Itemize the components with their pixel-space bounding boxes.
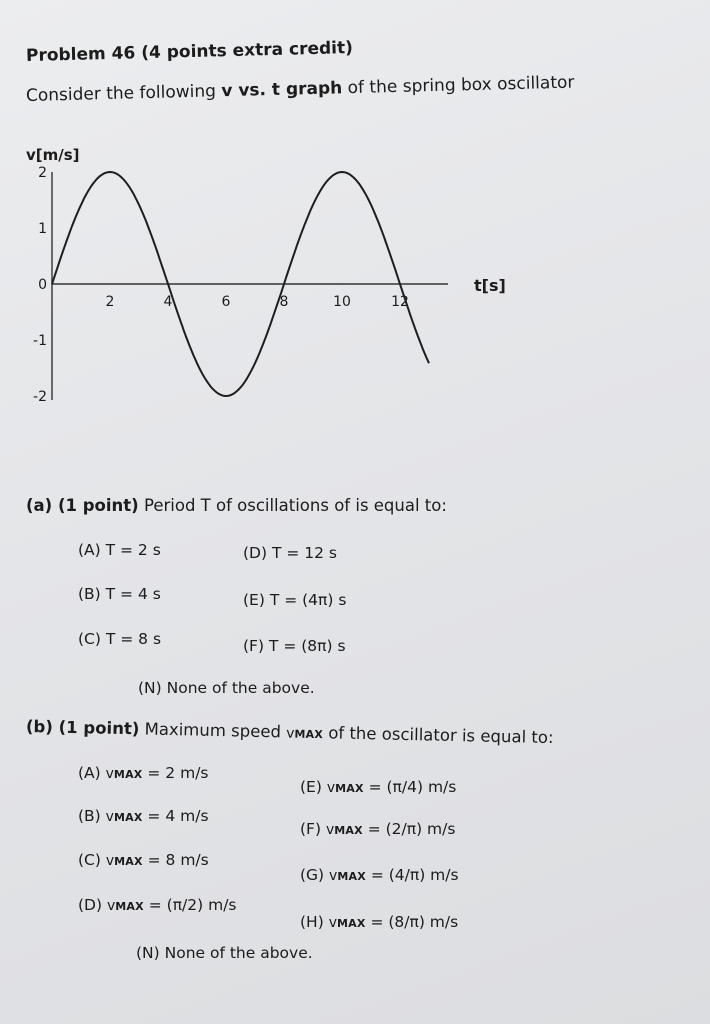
option-a-N[interactable]: (N) None of the above. (138, 679, 315, 697)
vmax-symbol: v (326, 780, 336, 796)
option-b-N[interactable]: (N) None of the above. (136, 944, 313, 962)
y-tick-label: 0 (38, 277, 47, 293)
x-tick-label: 6 (221, 294, 231, 310)
part-b-text-after: of the oscillator is equal to: (322, 723, 554, 748)
problem-intro (26, 73, 575, 106)
option-value: = (4/π) m/s (365, 866, 459, 884)
intro-suffix: of the spring box oscillator (341, 72, 575, 99)
vmax-subscript: MAX (335, 782, 364, 795)
part-b-question (26, 717, 554, 747)
part-a-label: (a) (1 point) (26, 496, 139, 515)
part-b-label: (b) (1 point) (25, 717, 140, 739)
option-value: = (π/2) m/s (143, 896, 237, 914)
y-tick-label: 1 (38, 221, 47, 237)
vmax-subscript: MAX (337, 870, 366, 883)
option-a-E[interactable]: (E) T = (4π) s (243, 591, 347, 609)
vmax-subscript: MAX (115, 900, 144, 913)
option-b-C[interactable] (78, 851, 209, 869)
x-tick-label: 12 (391, 294, 409, 310)
option-value: = 4 m/s (142, 807, 209, 825)
problem-title: Problem 46 (4 points extra credit) (25, 38, 354, 66)
option-prefix: (B) (78, 807, 106, 825)
vmax-symbol: v (106, 898, 116, 914)
vmax-symbol: v (325, 822, 335, 838)
option-prefix: (H) (300, 913, 329, 931)
option-prefix: (E) (300, 778, 327, 796)
option-b-B[interactable] (78, 807, 209, 825)
part-a-text: Period T of oscillations of is equal to: (138, 496, 447, 515)
option-a-D[interactable]: (D) T = 12 s (243, 544, 337, 562)
vmax-subscript: MAX (113, 768, 143, 781)
intro-prefix: Consider the following (25, 81, 222, 106)
velocity-time-chart (0, 130, 560, 420)
y-tick-label: 2 (38, 165, 47, 181)
x-axis-label: t[s] (474, 276, 506, 295)
intro-bold: v vs. t graph (221, 78, 343, 102)
option-value: = 2 m/s (142, 764, 209, 782)
part-a-question (26, 496, 447, 515)
option-b-A[interactable] (78, 764, 209, 782)
vmax-symbol: v (105, 766, 114, 782)
option-value: = (8/π) m/s (365, 913, 459, 931)
option-prefix: (D) (78, 896, 107, 914)
option-value: = 8 m/s (142, 851, 209, 869)
option-b-E[interactable] (300, 778, 456, 796)
x-tick-label: 4 (163, 294, 173, 310)
vmax-symbol: v (105, 809, 114, 825)
option-value: = (π/4) m/s (363, 778, 457, 796)
vmax-symbol: v (329, 868, 338, 884)
vmax-subscript: MAX (336, 917, 366, 930)
x-tick-label: 2 (105, 294, 115, 310)
y-tick-label: -2 (33, 389, 47, 405)
y-axis-label: v[m/s] (26, 146, 80, 164)
option-prefix: (A) (78, 764, 106, 782)
option-prefix: (G) (300, 866, 330, 884)
x-tick-label: 8 (279, 294, 289, 310)
option-a-A[interactable]: (A) T = 2 s (78, 541, 161, 559)
option-b-G[interactable] (300, 866, 459, 884)
vmax-symbol: v (286, 725, 295, 742)
option-b-D[interactable] (78, 896, 237, 914)
option-b-F[interactable] (300, 820, 455, 838)
option-a-C[interactable]: (C) T = 8 s (78, 630, 162, 648)
option-a-B[interactable]: (B) T = 4 s (78, 585, 161, 603)
option-b-H[interactable] (300, 913, 458, 931)
vmax-symbol: v (328, 915, 337, 931)
option-prefix: (F) (300, 820, 326, 838)
option-value: = (2/π) m/s (362, 820, 456, 838)
vmax-subscript: MAX (114, 855, 143, 868)
vmax-symbol: v (105, 853, 115, 869)
y-tick-label: -1 (33, 333, 47, 349)
part-b-text-before: Maximum speed (139, 719, 287, 742)
vmax-subscript: MAX (113, 811, 143, 824)
option-a-F[interactable]: (F) T = (8π) s (243, 637, 346, 655)
option-prefix: (C) (78, 851, 106, 869)
vmax-subscript: MAX (294, 727, 324, 742)
vmax-subscript: MAX (334, 824, 363, 837)
x-tick-label: 10 (333, 294, 351, 310)
